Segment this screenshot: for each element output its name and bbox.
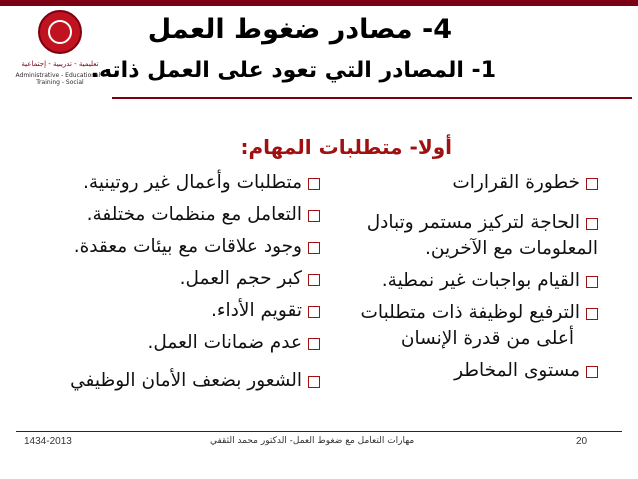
list-item: [10, 298, 320, 324]
list-item-text: مستوى المخاطر: [454, 360, 580, 381]
logo-text-english: Administrative - Educational - Training - Social: [15, 72, 105, 86]
list-item: [298, 170, 598, 196]
list-item-text: وجود علاقات مع بيئات معقدة.: [73, 236, 302, 257]
list-item: [10, 368, 320, 394]
list-item: [10, 170, 320, 196]
slide-title: 4- مصادر ضغوط العمل: [147, 14, 452, 45]
list-item-text: الترفيع لوظيفة ذات متطلبات: [360, 302, 580, 323]
list-item-text: الحاجة لتركيز مستمر وتبادل: [366, 212, 580, 233]
right-column: [298, 170, 598, 384]
checkbox-bullet-icon: [308, 376, 320, 388]
list-item: [298, 358, 598, 384]
list-item: [298, 268, 598, 294]
checkbox-bullet-icon: [308, 274, 320, 286]
left-column: [10, 170, 320, 394]
checkbox-bullet-icon: [586, 276, 598, 288]
section-heading: أولا- متطلبات المهام:: [240, 135, 452, 159]
checkbox-bullet-icon: [586, 308, 598, 320]
checkbox-bullet-icon: [308, 242, 320, 254]
checkbox-bullet-icon: [308, 178, 320, 190]
list-item-text: أعلى من قدرة الإنسان: [400, 328, 574, 349]
list-item-continuation: [298, 326, 574, 352]
footer-divider: [16, 431, 622, 432]
list-item: [10, 330, 320, 356]
checkbox-bullet-icon: [586, 366, 598, 378]
list-item: [298, 210, 598, 236]
list-item-text: المعلومات مع الآخرين.: [424, 238, 598, 259]
title-divider: [112, 97, 632, 99]
list-item-text: عدم ضمانات العمل.: [147, 332, 302, 353]
list-item-text: القيام بواجبات غير نمطية.: [381, 270, 580, 291]
list-item-text: متطلبات وأعمال غير روتينية.: [83, 172, 302, 193]
list-item-text: الشعور بضعف الأمان الوظيفي: [70, 370, 302, 391]
checkbox-bullet-icon: [308, 338, 320, 350]
checkbox-bullet-icon: [308, 306, 320, 318]
list-item-text: تقويم الأداء.: [210, 300, 302, 321]
list-item: [10, 202, 320, 228]
checkbox-bullet-icon: [586, 218, 598, 230]
logo: [8, 8, 112, 98]
checkbox-bullet-icon: [308, 210, 320, 222]
globe-icon: [48, 20, 72, 44]
list-item: [10, 266, 320, 292]
list-item: [10, 234, 320, 260]
logo-text-arabic: تعليمية - تدريبية - إجتماعية: [21, 60, 99, 68]
footer-year: 1434-2013: [24, 436, 72, 447]
slide-subtitle: 1- المصادر التي تعود على العمل ذاته.: [90, 58, 496, 83]
list-item-text: التعامل مع منظمات مختلفة.: [86, 204, 302, 225]
list-item: [298, 300, 598, 326]
footer-caption: مهارات التعامل مع ضغوط العمل- الدكتور محمد الثقفي: [210, 436, 415, 446]
checkbox-bullet-icon: [586, 178, 598, 190]
page-number: 20: [576, 436, 588, 447]
list-item-continuation: [298, 236, 598, 262]
list-item-text: كبر حجم العمل.: [179, 268, 302, 289]
list-item-text: خطورة القرارات: [452, 172, 580, 193]
top-bar: [0, 0, 638, 6]
logo-emblem-icon: [38, 10, 82, 54]
